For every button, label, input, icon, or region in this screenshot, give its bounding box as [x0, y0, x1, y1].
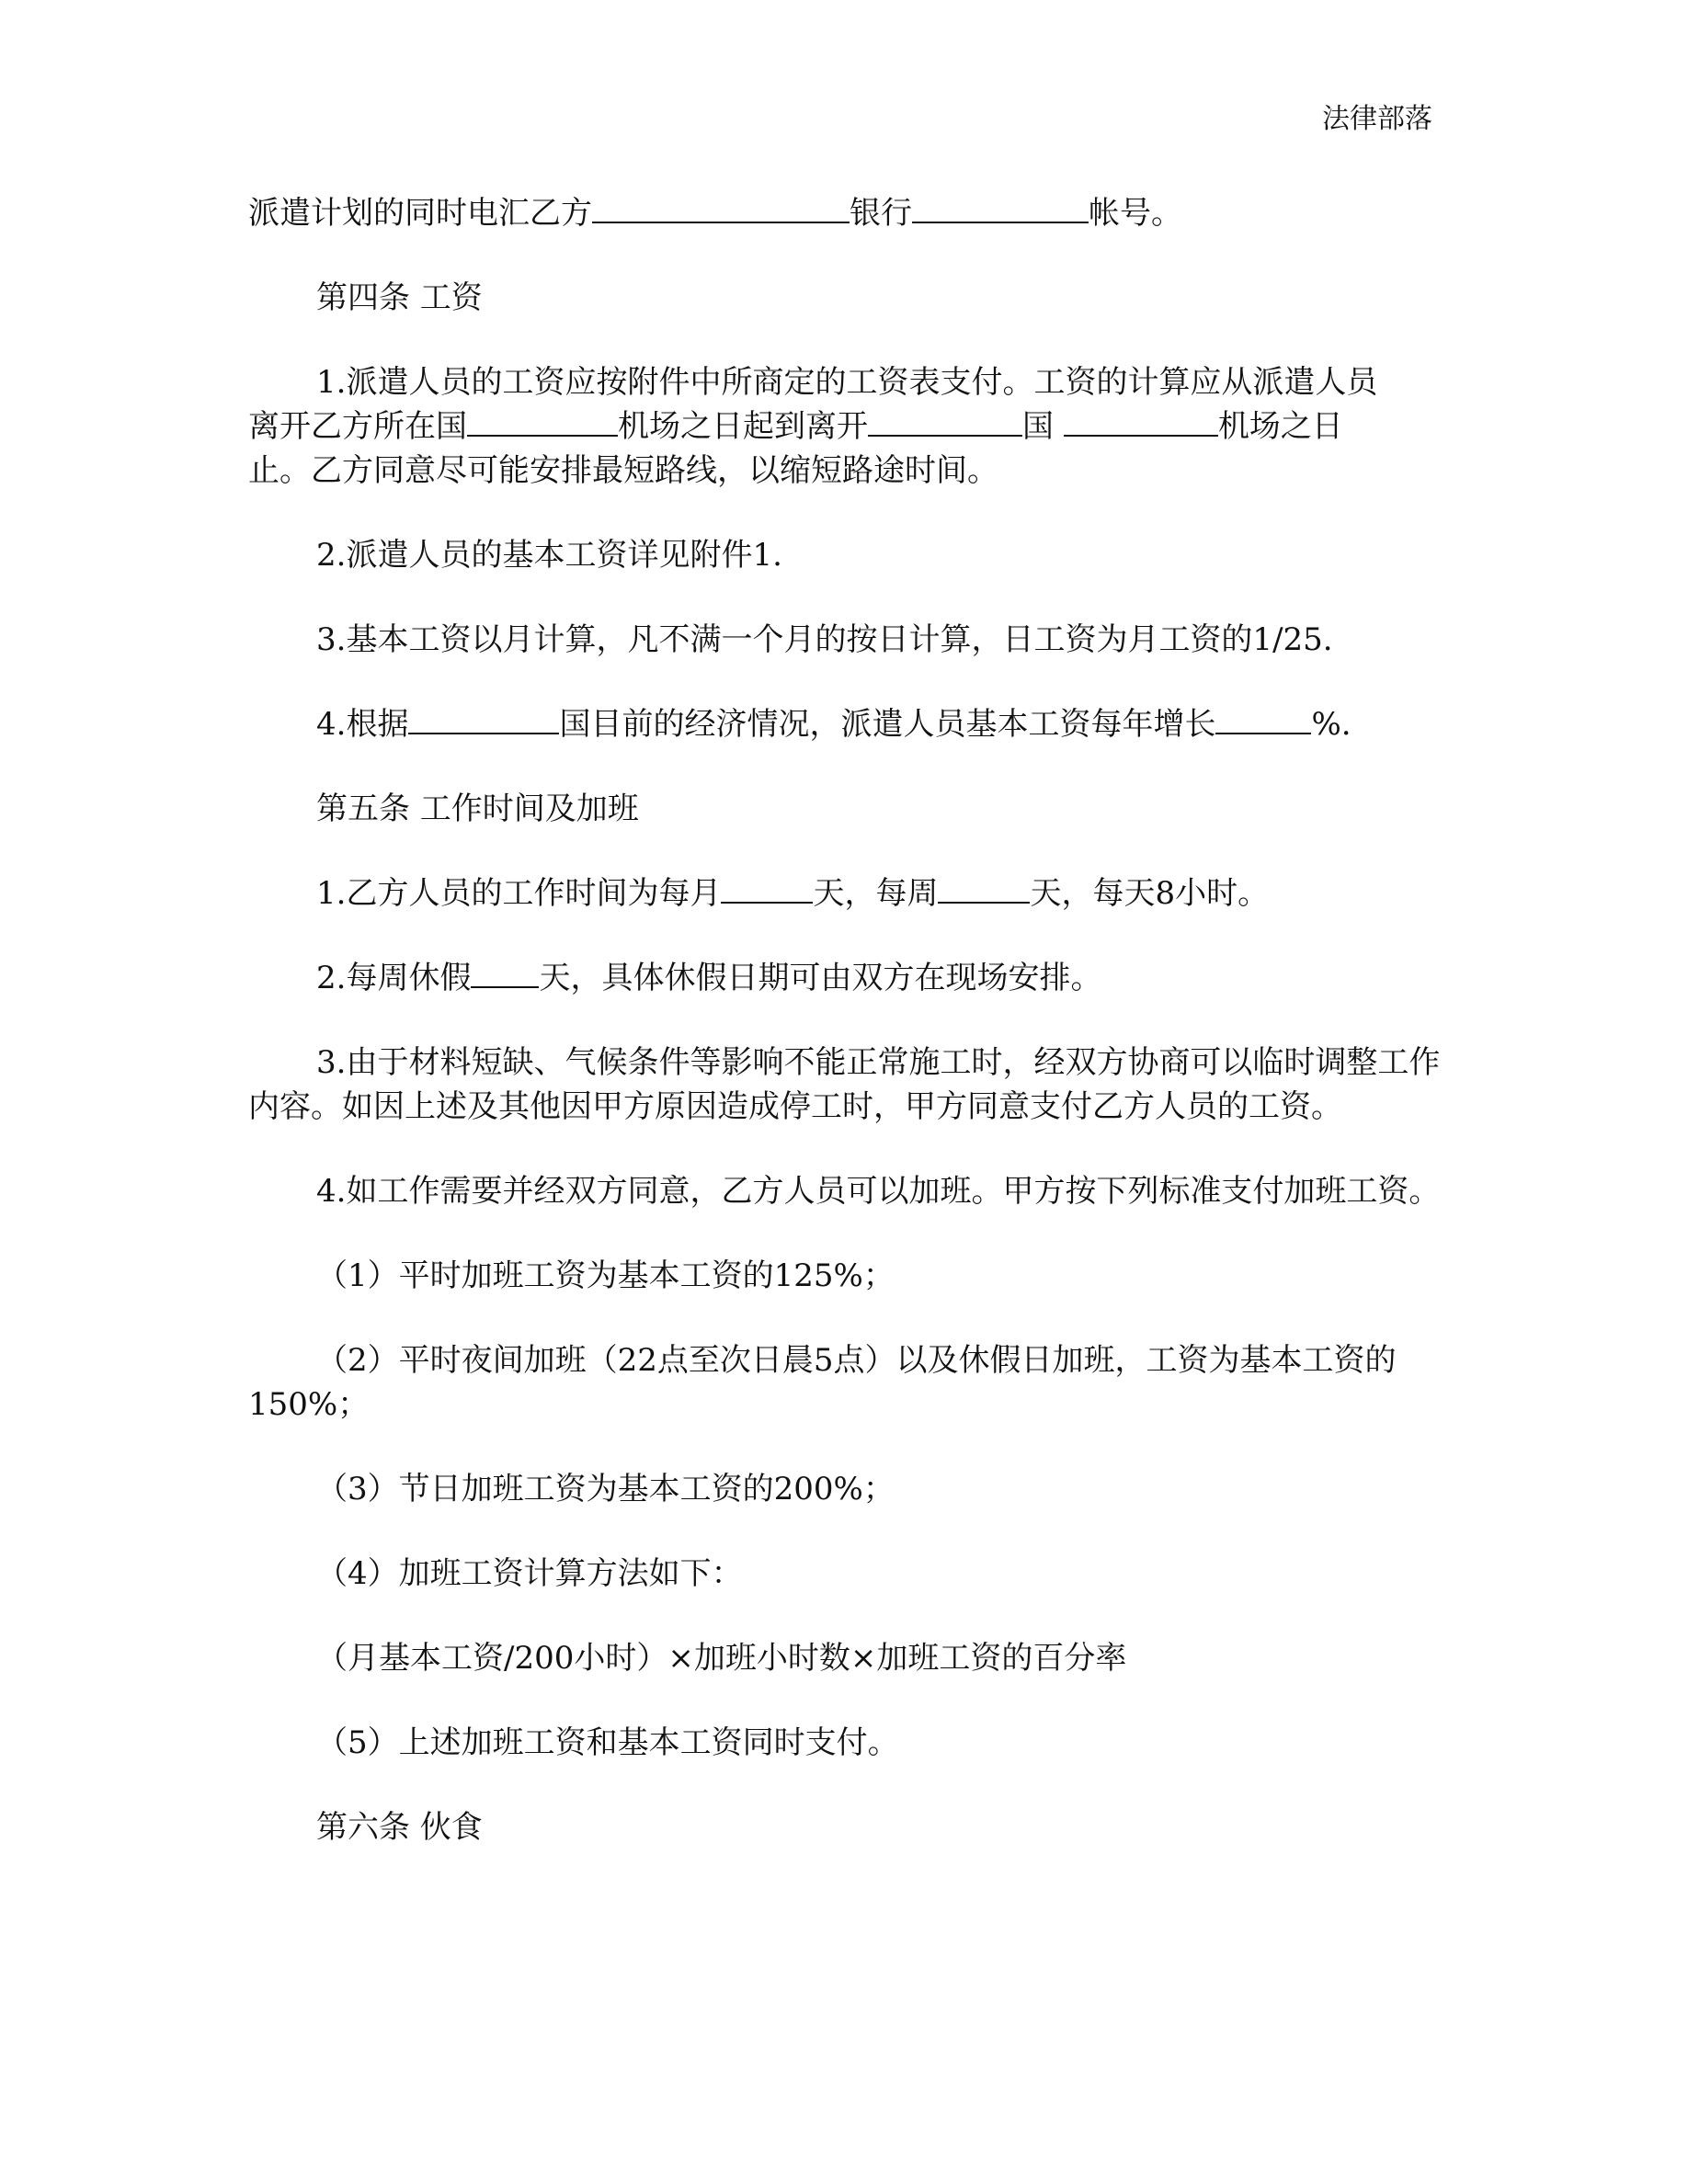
blank-field	[868, 407, 1022, 437]
text-segment: 天，每周	[813, 875, 939, 912]
text-segment: 机场之日	[1217, 408, 1343, 445]
text-segment: 天，具体休假日期可由双方在现场安排。	[539, 960, 1102, 996]
page-header-source: 法律部落	[1322, 103, 1432, 135]
text-segment: 4.根据	[316, 706, 409, 743]
text-segment: 银行	[850, 195, 912, 232]
overtime-item-4: （4）加班工资计算方法如下：	[316, 1555, 743, 1592]
blank-field	[592, 194, 850, 223]
blank-field	[1064, 407, 1218, 437]
text-segment: 1.乙方人员的工作时间为每月	[316, 875, 722, 912]
paragraph-bank-transfer	[248, 191, 1443, 235]
blank-field	[1215, 705, 1311, 734]
text-segment: 机场之日起到离开	[618, 408, 868, 445]
paragraph-4-2: 2.派遣人员的基本工资详见附件1.	[316, 537, 782, 574]
overtime-item-5: （5）上述加班工资和基本工资同时支付。	[316, 1724, 899, 1761]
overtime-formula: （月基本工资/200小时）×加班小时数×加班工资的百分率	[316, 1640, 1127, 1677]
text-segment: 国	[1022, 408, 1054, 445]
blank-field	[912, 194, 1089, 223]
article-5-title: 第五条 工作时间及加班	[316, 791, 639, 827]
paragraph-5-4: 4.如工作需要并经双方同意，乙方人员可以加班。甲方按下列标准支付加班工资。	[316, 1173, 1441, 1210]
text-segment: %.	[1311, 706, 1352, 743]
article-6-title: 第六条 伙食	[316, 1809, 483, 1846]
paragraph-4-1-line2	[248, 404, 1443, 449]
blank-field	[721, 874, 813, 904]
paragraph-5-3: 3.由于材料短缺、气候条件等影响不能正常施工时，经双方协商可以临时调整工作内容。如因上述及其他因甲方原因造成停工时，甲方同意支付乙方人员的工资。	[248, 1044, 1441, 1125]
text-segment: 派遣计划的同时电汇乙方	[248, 195, 592, 232]
document-body	[248, 191, 1443, 1890]
blank-field	[408, 705, 559, 734]
blank-field	[467, 407, 618, 437]
text-segment: 离开乙方所在国	[248, 408, 467, 445]
text-segment: 天，每天8小时。	[1030, 875, 1270, 912]
text-segment: 国目前的经济情况，派遣人员基本工资每年增长	[559, 706, 1216, 743]
overtime-item-2: （2）平时夜间加班（22点至次日晨5点）以及休假日加班，工资为基本工资的150%；	[248, 1342, 1397, 1423]
paragraph-4-3: 3.基本工资以月计算，凡不满一个月的按日计算，日工资为月工资的1/25.	[316, 621, 1333, 658]
blank-field	[938, 874, 1030, 904]
blank-field	[471, 959, 539, 988]
text-segment: 2.每周休假	[316, 960, 472, 996]
article-4-title: 第四条 工资	[316, 279, 483, 316]
paragraph-4-1-line3: 止。乙方同意尽可能安排最短路线，以缩短路途时间。	[248, 452, 998, 489]
text-segment: 帐号。	[1089, 195, 1182, 232]
paragraph-5-2	[248, 956, 1443, 1000]
overtime-item-1: （1）平时加班工资为基本工资的125%；	[316, 1257, 895, 1294]
overtime-item-3: （3）节日加班工资为基本工资的200%；	[316, 1471, 895, 1507]
paragraph-4-4	[248, 702, 1443, 746]
paragraph-5-1	[248, 871, 1443, 916]
paragraph-4-1-line1: 1.派遣人员的工资应按附件中所商定的工资表支付。工资的计算应从派遣人员	[316, 364, 1378, 401]
